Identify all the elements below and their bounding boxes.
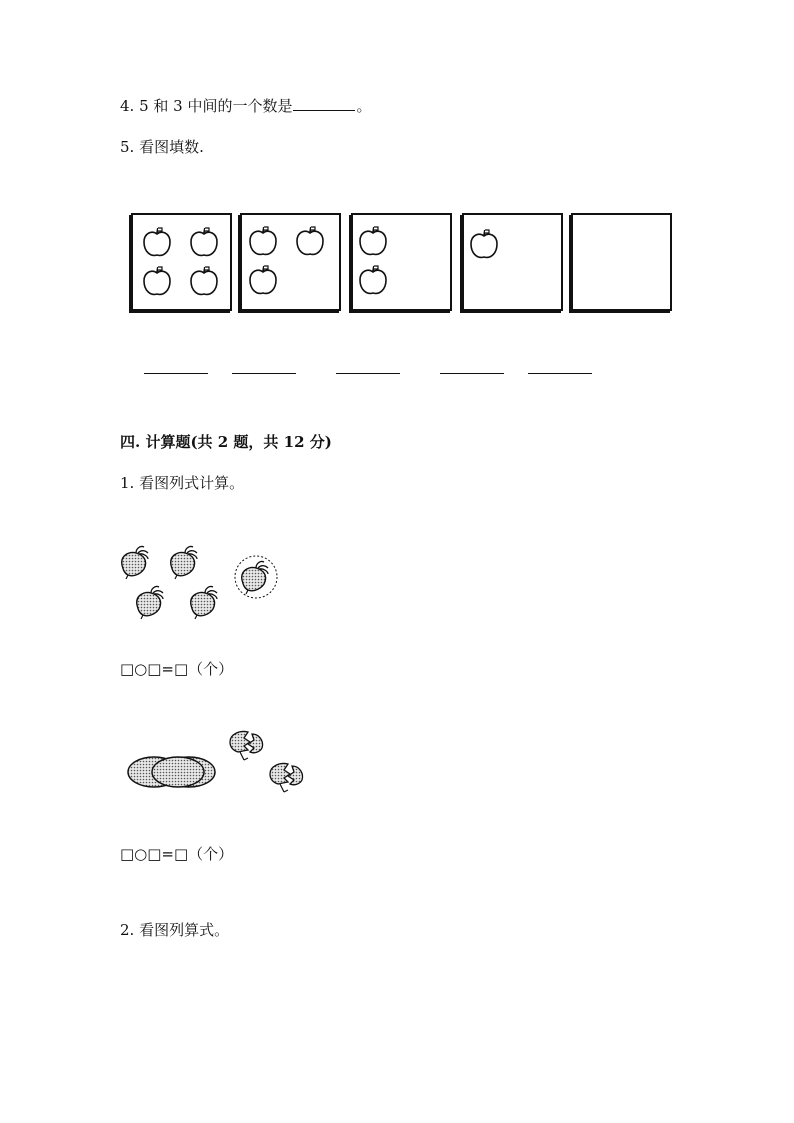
question-4-end: 。 xyxy=(356,97,372,115)
egg-icon xyxy=(152,757,204,787)
calc-question-2: 2. 看图列算式。 xyxy=(120,921,230,939)
calc-question-1: 1. 看图列式计算。 xyxy=(120,474,245,492)
formula-a[interactable]: □○□=□（个） xyxy=(120,660,234,678)
broken-egg-icon xyxy=(230,731,263,760)
broken-egg-icon xyxy=(270,763,303,792)
question-5: 5. 看图填数. xyxy=(120,138,204,156)
radish-icon xyxy=(191,586,217,619)
radish-icon xyxy=(137,586,163,619)
radish-icon xyxy=(122,546,148,579)
question-4-text: 4. 5 和 3 中间的一个数是 xyxy=(120,97,293,115)
formula-b[interactable]: □○□=□（个） xyxy=(120,845,234,863)
radish-icon xyxy=(242,561,268,594)
radish-icon xyxy=(171,546,197,579)
section-heading: 四. 计算题(共 2 题，共 12 分) xyxy=(120,433,332,451)
